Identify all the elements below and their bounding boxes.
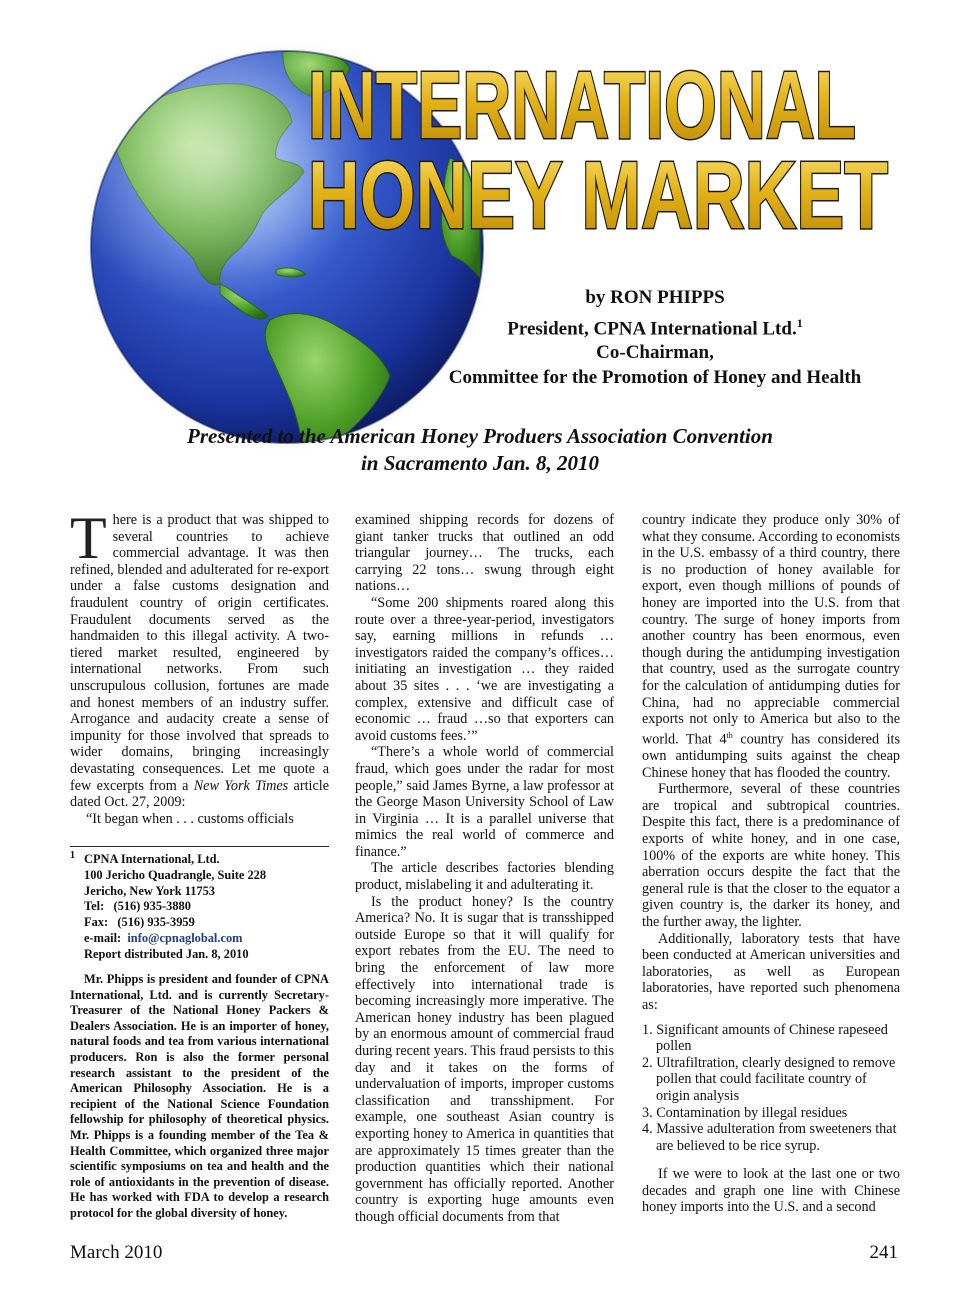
footnote-address-1: 100 Jericho Quadrangle, Suite 228	[84, 867, 267, 882]
footnote-email: e-mail: info@cpnaglobal.com	[84, 930, 243, 945]
email-link[interactable]: info@cpnaglobal.com	[127, 930, 243, 945]
article-column-2	[355, 512, 614, 1226]
footnote-fax: Fax: (516) 935-3959	[84, 915, 195, 930]
list-item: 3. Contamination by illegal residues	[642, 1104, 848, 1121]
page-number: 241	[869, 1242, 898, 1263]
paragraph: Furthermore, several of these countries are tropical and subtropical countries. Despite this fact, there is a predominance of exports of white honey, and in one case, 100% of the exports are white honey. This aberration occurs despite the fact that the general rule is that the closer to the equator a given country is, the darker its honey, and the further away, the lighter.	[642, 781, 900, 930]
issue-date: March 2010	[70, 1242, 163, 1263]
paragraph: “It began when . . . customs officials	[86, 810, 294, 827]
publication-name: New York Times	[193, 777, 289, 794]
article-title	[300, 50, 950, 250]
author-name: by RON PHIPPS	[585, 287, 725, 308]
byline	[430, 286, 880, 390]
footnote	[70, 852, 329, 963]
footnote-org: CPNA International, Ltd.	[84, 852, 220, 866]
footnote-divider	[70, 846, 329, 847]
paragraph: “Some 200 shipments roared along this route over a three-year-period, investigators say, earning millions in refunds …investigators raided the company’s offices… initiating an investigation … they raided about 35 sites . . . ‘we are investigating a complex, extensive and difficult case of economic … fraud …so that exporters can avoid customs fees.’”	[355, 594, 614, 744]
findings-list	[642, 1022, 900, 1155]
paragraph: The article describes factories blending product, mislabeling it and adulterating it.	[355, 860, 614, 894]
article-column-3	[642, 512, 900, 1216]
paragraph: country indicate they produce only 30% of what they consume. According to economists in the U.S. embassy of a third country, there is no production of honey available for export, even though millions of pounds of honey are imported into the U.S. from that country. The surge of honey imports from another country has been enormous, even though during the antidumping investigation that country, used as the surrogate country for the calculation of antidumping duties for China, had no appreciable commercial exports not only to America but also to the world. That 4th country has considered its own antidumping suits against the cheap Chinese honey that has flooded the country.	[642, 512, 901, 781]
author-position: President, CPNA International Ltd.$^1$	[507, 315, 803, 339]
paragraph: There is a product that was shipped to several countries to achieve commercial advantage. It was then refined, blended and adulterated for re-export under a false customs designation and fraudulent country of origin certificates. Fraudulent documents served as the handmaiden to this illegal activity. A two-tiered market resulted, engineered by international networks. From such unscrupulous collusion, fortunes are made and honest members of an industry suffer. Arrogance and audacity create a sense of impunity for those involved that spreads to wider domains, bringing increasingly devastating consequences. Let me quote a few excerpts from a New York Times article dated Oct. 27, 2009:	[70, 505, 329, 811]
paragraph: Additionally, laboratory tests that have been conducted at American universities and laboratories, as well as European laboratories, have reported such phenomena as:	[642, 930, 900, 1013]
paragraph: examined shipping records for dozens of giant tanker trucks that outlined an odd triangular journey… The trucks, each carrying 22 tons… swung through eight nations…	[355, 512, 614, 595]
author-bio: Mr. Phipps is president and founder of CPNA International, Ltd. and is currently Secretary-Treasurer of the National Honey Packers & Dealers Association. He is an importer of honey, natural foods and tea from various international producers. Ron is also the former personal research assistant to the president of the American Philosophy Association. He is a recipient of the National Science Foundation fellowship for philosophy of theoretical physics. Mr. Phipps is a founding member of the Tea & Health Committee, which organized three major scientific symposiums on tea and health and the role of antioxidants in the prevention of disease. He has worked with FDA to develop a research protocol for the global diversity of honey.	[70, 972, 329, 1220]
paragraph: If we were to look at the last one or two decades and graph one line with Chinese honey imports into the U.S. and a second	[642, 1166, 900, 1216]
list-item: 2. Ultrafiltration, clearly designed to remove pollen that could facilitate country of origin analysis	[642, 1054, 896, 1104]
author-committee: Committee for the Promotion of Honey and Health	[448, 366, 862, 388]
footnote-address-2: Jericho, New York 11753	[84, 883, 216, 898]
footnote-report: Report distributed Jan. 8, 2010	[84, 946, 249, 961]
footnote-tel: Tel: (516) 935-3880	[84, 899, 191, 914]
list-item: 1. Significant amounts of Chinese rapeseed pollen	[642, 1021, 888, 1055]
drop-cap: T	[70, 505, 107, 571]
title-line-2: HONEY MARKET	[308, 142, 888, 249]
presented-note	[100, 423, 860, 477]
list-item: 4. Massive adulteration from sweeteners that are believed to be rice syrup.	[642, 1121, 897, 1154]
article-column-1	[70, 505, 329, 827]
paragraph: “There’s a whole world of commercial fraud, which goes under the radar for most people,” said James Byrne, a law professor at the George Mason University School of Law in Virginia … It is a parallel universe that mimics the real world of commerce and finance.”	[355, 744, 614, 860]
presented-line-2: in Sacramento Jan. 8, 2010	[360, 451, 600, 475]
title-line-1: INTERNATIONAL	[308, 52, 856, 159]
paragraph: Is the product honey? Is the country America? No. It is sugar that is transshipped outside Europe so that it will qualify for export rebates from the EU. The need to bring the enforcement of law more effectively into international trade is becoming increasingly more imperative. The American honey industry has been plagued by an enormous amount of commercial fraud during recent years. This fraud persists to this day and it takes on the forms of undervaluation of imports, improper customs classification and transshipment. For example, one southeast Asian country is exporting honey to America in quantities that are approximately 15 times greater than the production quantities which their national government has officially reported. Another country is exporting huge amounts even though official documents from that	[355, 893, 614, 1225]
footnote-ref: 1	[796, 315, 803, 330]
presented-line-1: Presented to the American Honey Produers Association Convention	[187, 424, 773, 448]
author-role: Co-Chairman,	[596, 342, 714, 364]
footnote-number: 1	[70, 850, 75, 861]
